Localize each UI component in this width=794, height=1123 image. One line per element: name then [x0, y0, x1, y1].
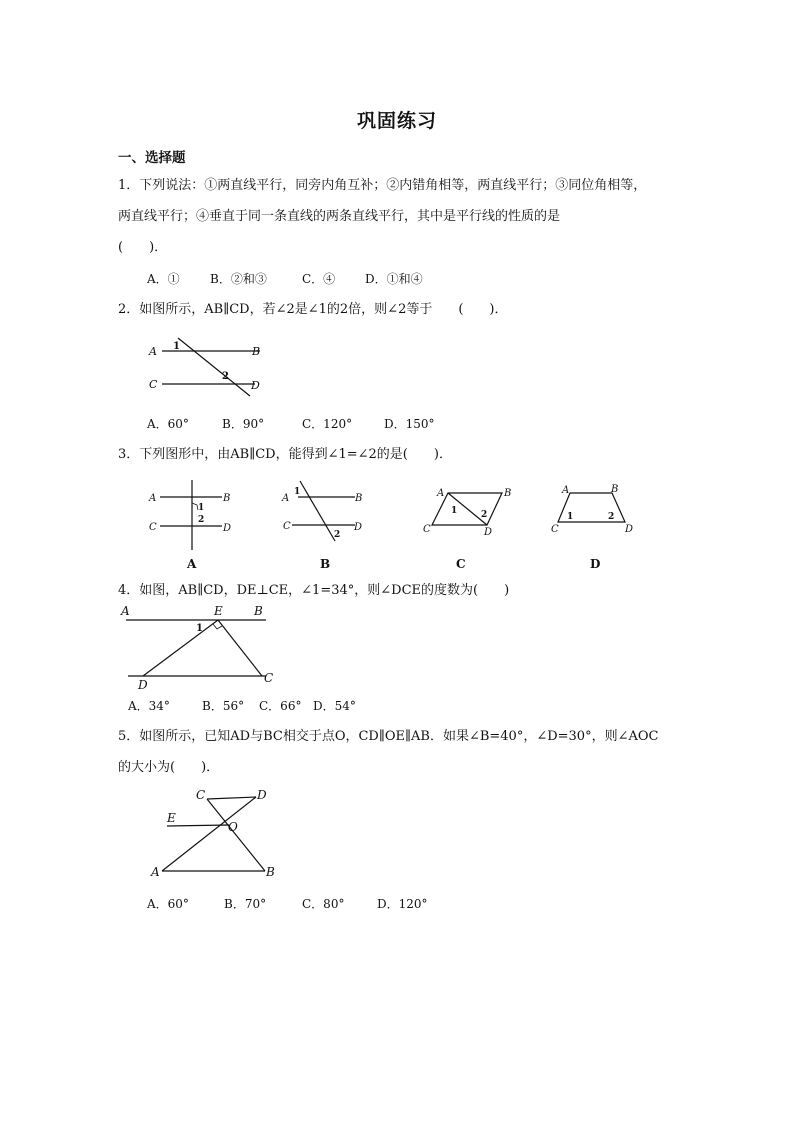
svg-text:1: 1 [451, 506, 458, 516]
label-d: D [251, 379, 260, 392]
svg-text:C: C [283, 521, 291, 532]
svg-text:B: B [223, 493, 231, 504]
label-b: B [252, 345, 261, 358]
q5-option-d: D．120° [377, 897, 428, 911]
q2-option-a: A．60° [147, 417, 189, 431]
q3-figure-c [420, 475, 530, 570]
svg-text:2: 2 [481, 510, 488, 520]
angle-2-label: 2 [222, 371, 229, 382]
transversal [178, 338, 250, 396]
svg-text:B: B [254, 604, 263, 618]
svg-text:1: 1 [198, 503, 205, 513]
svg-text:E: E [214, 604, 223, 618]
svg-text:A: A [437, 488, 445, 499]
q1-option-d: D．①和④ [365, 272, 423, 286]
svg-text:D: D [354, 522, 363, 533]
svg-text:1: 1 [567, 512, 574, 522]
q1-option-b: B．②和③ [210, 272, 267, 286]
segment-cd [207, 797, 256, 799]
svg-text:2: 2 [334, 530, 341, 540]
svg-text:D: D [257, 788, 267, 802]
svg-text:O: O [228, 820, 238, 834]
caption-a: A [187, 557, 197, 571]
q4-figure [118, 603, 288, 693]
svg-text:D: D [484, 527, 493, 538]
q2-option-d: D．150° [384, 417, 435, 431]
caption-b: B [320, 557, 331, 571]
svg-text:C: C [149, 522, 157, 533]
svg-text:A: A [282, 493, 290, 504]
svg-text:1: 1 [196, 623, 203, 634]
q1-line1: 1．下列说法：①两直线平行，同旁内角互补；②内错角相等，两直线平行；③同位角相等， [118, 178, 647, 193]
svg-text:C: C [196, 788, 206, 802]
svg-text:D: D [223, 523, 232, 534]
q5-figure [145, 785, 285, 885]
q2-option-b: B．90° [222, 417, 265, 431]
q2-figure [140, 330, 280, 400]
q1-line2: 两直线平行；④垂直于同一条直线的两条直线平行，其中是平行线的性质的是 [118, 209, 561, 224]
segment-ed [143, 620, 218, 676]
q3-text: 3．下列图形中，由AB∥CD，能得到∠1=∠2的是( )． [118, 447, 452, 462]
q3-figure-a [140, 475, 240, 570]
q4-option-c: C．66° [259, 699, 302, 713]
page-title: 巩固练习 [356, 110, 437, 132]
angle-1-label: 1 [173, 341, 180, 352]
label-a: A [149, 345, 157, 358]
q1-line3: ( )． [118, 240, 168, 255]
q5-option-c: C．80° [302, 897, 345, 911]
svg-text:1: 1 [294, 487, 301, 497]
q5-line1: 5．如图所示，已知AD与BC相交于点O，CD∥OE∥AB．如果∠B=40°，∠D=30°，则∠AOC [118, 729, 659, 744]
q2-option-c: C．120° [302, 417, 353, 431]
q5-line2: 的大小为( )． [118, 760, 220, 775]
svg-text:C: C [423, 524, 431, 535]
q4-option-b: B．56° [202, 699, 245, 713]
svg-text:D: D [625, 524, 634, 535]
q3-figure-d [550, 475, 650, 570]
q5-option-a: A．60° [147, 897, 189, 911]
q3-figure-b [280, 475, 380, 570]
svg-text:B: B [266, 865, 275, 879]
svg-text:2: 2 [198, 515, 205, 525]
caption-c: C [456, 557, 466, 571]
svg-text:C: C [264, 671, 274, 685]
svg-text:A: A [121, 604, 130, 618]
q4-text: 4．如图，AB∥CD，DE⊥CE，∠1=34°，则∠DCE的度数为( ) [118, 583, 510, 598]
svg-text:C: C [551, 524, 559, 535]
q4-option-a: A．34° [128, 699, 170, 713]
segment-da [162, 797, 256, 871]
svg-text:A: A [151, 865, 160, 879]
label-c: C [149, 378, 158, 391]
svg-text:D: D [138, 678, 148, 692]
q1-option-a: A．① [147, 272, 180, 286]
svg-text:A: A [562, 485, 570, 496]
section-heading: 一、选择题 [118, 150, 186, 166]
svg-text:B: B [504, 488, 512, 499]
segment-cb [207, 799, 265, 871]
svg-text:B: B [355, 493, 363, 504]
q2-text: 2．如图所示，AB∥CD，若∠2是∠1的2倍，则∠2等于 ( )． [118, 302, 508, 317]
svg-text:A: A [149, 493, 157, 504]
svg-text:E: E [167, 811, 176, 825]
caption-d: D [590, 557, 601, 571]
svg-text:B: B [611, 484, 619, 495]
svg-text:2: 2 [608, 512, 615, 522]
q1-option-c: C．④ [302, 272, 336, 286]
q4-option-d: D．54° [313, 699, 356, 713]
q5-option-b: B．70° [224, 897, 267, 911]
segment-ec [218, 620, 262, 676]
